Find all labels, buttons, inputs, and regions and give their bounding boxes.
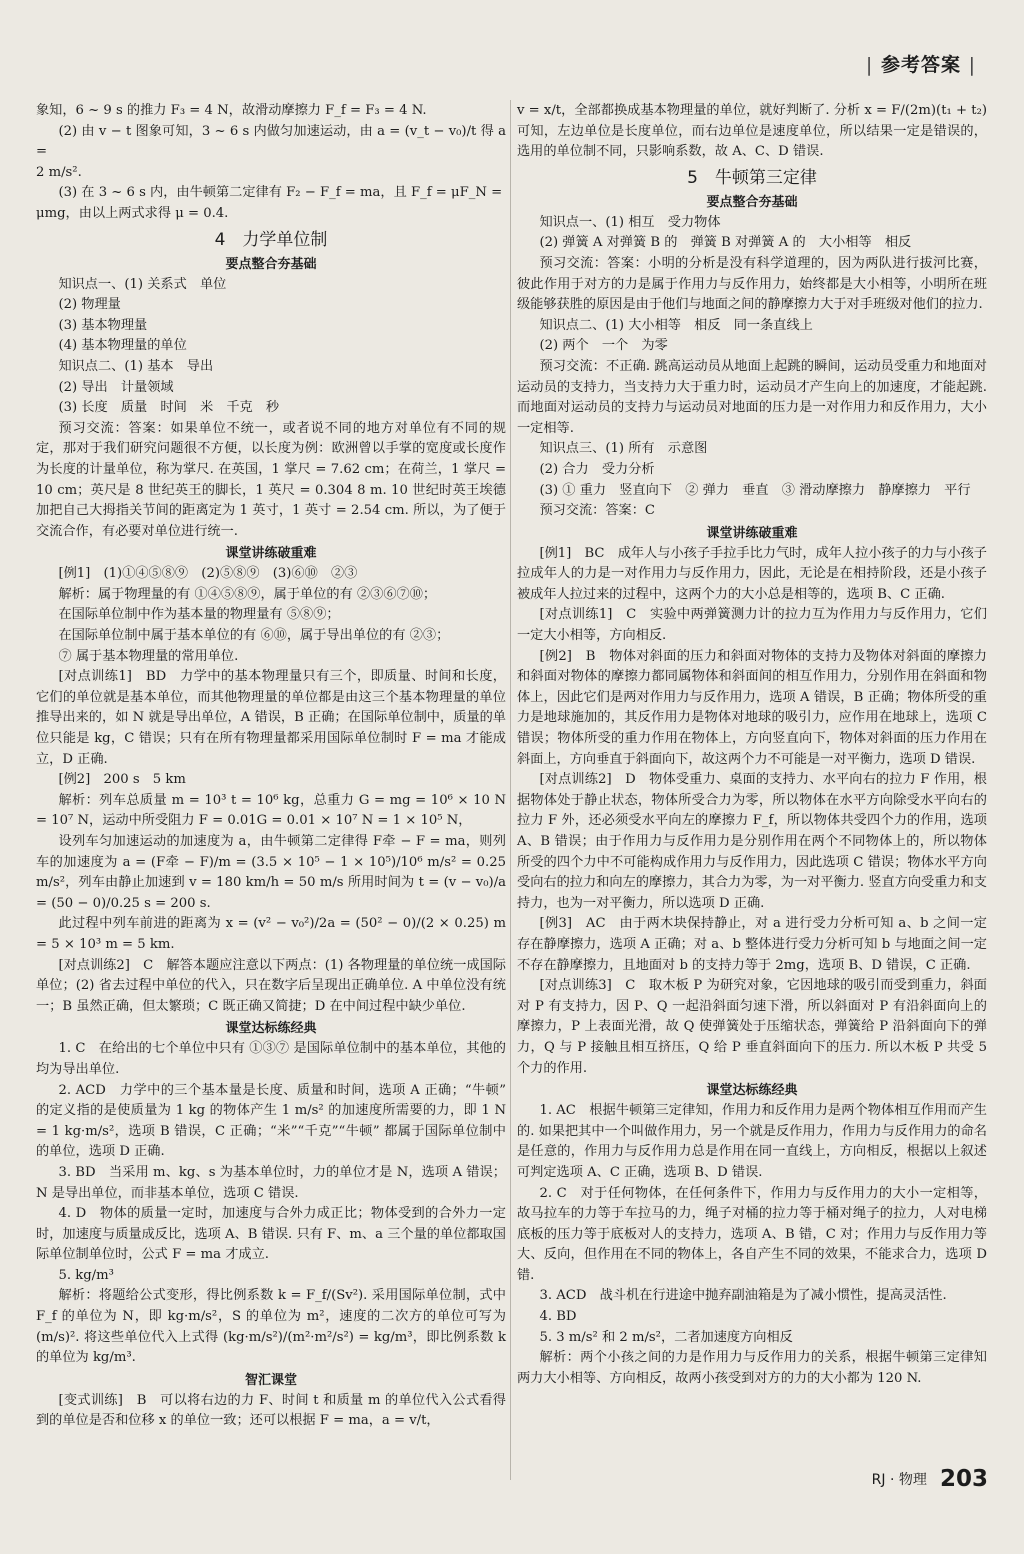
paragraph: 象知，6 ~ 9 s 的推力 F₃ = 4 N，故滑动摩擦力 F_f = F₃ = 4 N. (36, 103, 427, 118)
section-tag: | 参考答案 | (865, 54, 976, 76)
column-divider (510, 100, 511, 1480)
footer-label: RJ · 物理 (871, 1472, 927, 1488)
paragraph: 1. C 在给出的七个单位中只有 ①③⑦ 是国际单位制中的基本单位，其他的均为导出单位. (36, 1041, 506, 1077)
paragraph: [例3] AC 由于两木块保持静止，对 a 进行受力分析可知 a、b 之间一定存在静摩擦力，选项 A 正确；对 a、b 整体进行受力分析可知 b 与地面之间一定不存在静摩擦力，且地面对 b 的支持力等于 2mg，选项 B、D 错误，C 正确. (517, 916, 987, 973)
paragraph: (2) 弹簧 A 对弹簧 B 的 弹簧 B 对弹簧 A 的 大小相等 相反 (539, 235, 912, 251)
paragraph: 2. ACD 力学中的三个基本量是长度、质量和时间，选项 A 正确；“牛顿” 的定义指的是使质量为 1 kg 的物体产生 1 m/s² 的加速度所需要的力，即 1 N = 1 kg·m/s²，选项 B 错误，C 正确；“米”“千克”“牛顿” 都属于国际单位制中的单位，选项 D 正确. (36, 1082, 506, 1160)
paragraph: (3) 在 3 ~ 6 s 内，由牛顿第二定律有 F₂ − F_f = ma，且 F_f = μF_N = (58, 185, 503, 201)
paragraph: 解析：列车总质量 m = 10³ t = 10⁶ kg，总重力 G = mg = 10⁶ × 10 N = 10⁷ N，运动中所受阻力 F = 0.01G = 0.01 × 10⁷ N = 1 × 10⁵ N， (36, 792, 506, 829)
paragraph: ⑦ 属于基本物理量的常用单位. (58, 648, 239, 664)
paragraph: μmg，由以上两式求得 μ = 0.4. (36, 205, 229, 221)
paragraph: 知识点一、(1) 关系式 单位 (58, 276, 227, 292)
paragraph: 解析：两个小孩之间的力是作用力与反作用力的关系，根据牛顿第三定律知两力大小相等、方向相反，故两小孩受到对方的力的大小都为 120 N. (517, 1350, 987, 1386)
paragraph: [变式训练] B 可以将右边的力 F、时间 t 和质量 m 的单位代入公式看得到的单位是否和位移 x 的单位一致；还可以根据 F = ma，a = v/t， (36, 1392, 506, 1429)
paragraph: 设列车匀加速运动的加速度为 a，由牛顿第二定律得 F牵 − F = ma，则列车的加速度为 a = (F牵 − F)/m = (3.5 × 10⁵ − 1 × 10⁵)/10⁶ m/s² = 0.25 m/s²，列车由静止加速到 v = 180 km/h = 50 m/s 所用时间为 t = (v − v₀)/a = (50 − 0)/0.25 s = 200 s. (36, 834, 506, 911)
section-heading: 要点整合夯基础 (225, 256, 317, 272)
paragraph: v = x/t，全部都换成基本物理量的单位，就好判断了. 分析 x = F/(2m)(t₁ + t₂) 可知，左边单位是长度单位，而右边单位是速度单位，所以结果一定是错误的，选用的单位制不同，只影响系数，故 A、C、D 错误. (517, 103, 987, 160)
paragraph: (3) ① 重力 竖直向下 ② 弹力 垂直 ③ 滑动摩擦力 静摩擦力 平行 (539, 482, 971, 498)
paragraph: [对点训练3] C 取木板 P 为研究对象，它因地球的吸引而受到重力，斜面对 P 有支持力，因 P、Q 一起沿斜面匀速下滑，所以斜面对 P 有沿斜面向上的摩擦力，P 上表面光滑，故 Q 使弹簧处于压缩状态，弹簧给 P 沿斜面向下的弹力，Q 与 P 接触且相互挤压，Q 给 P 垂直斜面向下的压力. 所以木板 P 共受 5 个力的作用. (517, 978, 987, 1076)
section-tag-label: 参考答案 (880, 54, 961, 76)
paragraph: 预习交流：答案：小明的分析是没有科学道理的，因为两队进行拔河比赛，彼此作用于对方的力是属于作用力与反作用力，始终都是大小相等，小明所在班级能够获胜的原因是由于他们与地面之间的静摩擦力大于对手班级对他们的拉力. (517, 255, 987, 313)
paragraph: 2 m/s². (36, 164, 82, 180)
paragraph: 预习交流：不正确. 跳高运动员从地面上起跳的瞬间，运动员受重力和地面对运动员的支持力，当支持力大于重力时，运动员才产生向上的加速度，才能起跳. 而地面对运动员的支持力与运动员对地面的压力是一对作用力和反作用力，大小一定相等. (517, 358, 987, 436)
paragraph: 知识点一、(1) 相互 受力物体 (539, 214, 721, 230)
paragraph: [对点训练2] D 物体受重力、桌面的支持力、水平向右的拉力 F 作用，根据物体处于静止状态，物体所受合力为零，所以物体在水平方向除受水平向右的拉力 F 外，还必须受水平向左的摩擦力 F_f，所以物体共受四个力的作用，选项 A、B 错误；由于作用力与反作用力是分别作用在两个不同物体上的，所以物体所受的四个力中不可能构成作用力与反作用力，因此选项 C 错误；物体水平方向受向右的拉力和向左的摩擦力，其合力为零，为一对平衡力. 竖直方向受重力和支持力，也为一对平衡力，所以选项 D 正确. (517, 772, 987, 911)
paragraph: 解析：将题给公式变形，得比例系数 k = F_f/(Sv²). 采用国际单位制，式中 F_f 的单位为 N，即 kg·m/s²，S 的单位为 m²，速度的二次方的单位可写为 (m/s)². 将这些单位代入上式得 (kg·m/s²)/(m²·m²/s²) = kg/m³，即比例系数 k 的单位为 kg/m³. (36, 1288, 506, 1366)
paragraph: 知识点二、(1) 基本 导出 (58, 358, 214, 374)
section-heading: 课堂达标练经典 (225, 1021, 317, 1037)
paragraph: (2) 导出 计量领域 (58, 379, 174, 395)
paragraph: [例2] 200 s 5 km (58, 772, 186, 788)
paragraph: 4. D 物体的质量一定时，加速度与合外力成正比；物体受到的合外力一定时，加速度与质量成反比，选项 A、B 错误. 只有 F、m、a 三个量的单位都取国际单位制单位时，公式 F = ma 才成立. (36, 1206, 506, 1263)
paragraph: 2. C 对于任何物体，在任何条件下，作用力与反作用力的大小一定相等，故马拉车的力等于车拉马的力，绳子对桶的拉力等于桶对绳子的拉力，人对电梯底板的压力等于底板对人的支持力，选项 A、B 错，C 对；作用力与反作用力等大、反向，但作用在不同的物体上，各自产生不同的效果，不能求合力，选项 D 错. (517, 1185, 987, 1283)
paragraph: 在国际单位制中属于基本单位的有 ⑥⑩，属于导出单位的有 ②③； (58, 628, 450, 644)
paragraph: 3. ACD 战斗机在行进途中抛弃副油箱是为了减小惯性，提高灵活性. (539, 1288, 947, 1304)
paragraph: (3) 基本物理量 (58, 317, 148, 333)
paragraph: (2) 由 v − t 图象可知，3 ~ 6 s 内做匀加速运动，由 a = (v_t − v₀)/t 得 a = (36, 123, 506, 160)
paragraph: (2) 合力 受力分析 (539, 461, 655, 477)
paragraph: 1. AC 根据牛顿第三定律知，作用力和反作用力是两个物体相互作用而产生的. 如果把其中一个叫做作用力，另一个就是反作用力，作用力与反作用力的命名是任意的，作用力与反作用力总是作用在同一直线上，方向相反，根据以上叙述可判定选项 A、C 正确，选项 B、D 错误. (517, 1103, 987, 1180)
paragraph: (2) 物理量 (58, 297, 121, 313)
paragraph: 解析：属于物理量的有 ①④⑤⑧⑨，属于单位的有 ②③⑥⑦⑩； (58, 586, 437, 602)
paragraph: 知识点三、(1) 所有 示意图 (539, 441, 708, 457)
paragraph: (3) 长度 质量 时间 米 千克 秒 (58, 400, 280, 416)
paragraph: 此过程中列车前进的距离为 x = (v² − v₀²)/2a = (50² − 0)/(2 × 0.25) m = 5 × 10³ m = 5 km. (36, 916, 506, 952)
paragraph: [例2] B 物体对斜面的压力和斜面对物体的支持力及物体对斜面的摩擦力和斜面对物体的摩擦力都同属物体和斜面间的相互作用力，分别作用在斜面和物体上，因此它们是两对作用力与反作用力，选项 A 错误，B 正确；物体所受的重力是地球施加的，其反作用力是物体对地球的吸引力，应作用在地球上，选项 C 错误；物体所受的重力作用在物体上，方向竖直向下，物体对斜面的压力作用在斜面上，方向垂直于斜面向下，故这两个力不可能是一对平衡力，选项 D 错误. (517, 648, 987, 767)
section-heading: 课堂达标练经典 (706, 1083, 798, 1099)
paragraph: 在国际单位制中作为基本量的物理量有 ⑤⑧⑨； (58, 607, 340, 623)
paragraph: [对点训练1] C 实验中两弹簧测力计的拉力互为作用力与反作用力，它们一定大小相等，方向相反. (517, 607, 987, 644)
paragraph: [对点训练2] C 解答本题应注意以下两点：(1) 各物理量的单位统一成国际单位；(2) 省去过程中单位的代入，只在数字后呈现出正确单位. A 中单位没有统一；B 虽然正确，但太繁琐；C 既正确又简捷；D 在中间过程中缺少单位. (36, 957, 506, 1014)
page-footer (872, 1466, 988, 1492)
paragraph: 5. kg/m³ (58, 1267, 114, 1283)
section-heading: 5 牛顿第三定律 (687, 167, 817, 188)
section-heading: 智汇课堂 (244, 1372, 297, 1388)
paragraph: 知识点二、(1) 大小相等 相反 同一条直线上 (539, 317, 813, 333)
section-heading: 课堂讲练破重难 (225, 546, 317, 562)
paragraph: (4) 基本物理量的单位 (58, 338, 187, 354)
paragraph: [对点训练1] BD 力学中的基本物理量只有三个，即质量、时间和长度，它们的单位就是基本单位，而其他物理量的单位都是由这三个基本物理量的单位推导出来的，如 N 就是导出单位，A 错误，B 正确；在国际单位制中，质量的单位只能是 kg，C 错误；只有在所有物理量都采用国际单位制时 F = ma 才能成立，D 正确. (36, 669, 506, 767)
paragraph: 预习交流：答案：如果单位不统一，或者说不同的地方对单位有不同的规定，那对于我们研究问题很不方便，以长度为例：欧洲曾以手掌的宽度或长度作为长度的计量单位，称为掌尺. 在英国，1 掌尺 = 7.62 cm；在荷兰，1 掌尺 = 10 cm；英尺是 8 世纪英王的脚长，1 英尺 = 0.304 8 m. 10 世纪时英王埃德加把自己大拇指关节间的距离定为 1 英寸，1 英寸 = 2.54 cm. 所以，为了便于交流合作，有必要对单位进行统一. (36, 420, 506, 539)
paragraph: 5. 3 m/s² 和 2 m/s²，二者加速度方向相反 (539, 1329, 793, 1345)
paragraph: 4. BD (539, 1309, 577, 1325)
right-column (517, 101, 987, 1389)
left-column (36, 101, 506, 1432)
section-heading: 课堂讲练破重难 (706, 525, 798, 541)
paragraph: 3. BD 当采用 m、kg、s 为基本单位时，力的单位才是 N，选项 A 错误；N 是导出单位，而非基本单位，选项 C 错误. (36, 1164, 506, 1201)
page-number: 203 (939, 1466, 988, 1492)
section-heading: 4 力学单位制 (214, 229, 328, 250)
paragraph: (2) 两个 一个 为零 (539, 338, 668, 354)
paragraph: 预习交流：答案：C (539, 503, 656, 519)
paragraph: [例1] BC 成年人与小孩子手拉手比力气时，成年人拉小孩子的力与小孩子拉成年人的力是一对作用力与反作用力，因此，无论是在相持阶段，还是小孩子被成年人拉过来的过程中，这两个力的大小总是相等的，选项 B、C 正确. (517, 545, 987, 602)
section-heading: 要点整合夯基础 (706, 194, 798, 210)
paragraph: [例1] (1)①④⑤⑧⑨ (2)⑤⑧⑨ (3)⑥⑩ ②③ (58, 566, 358, 582)
